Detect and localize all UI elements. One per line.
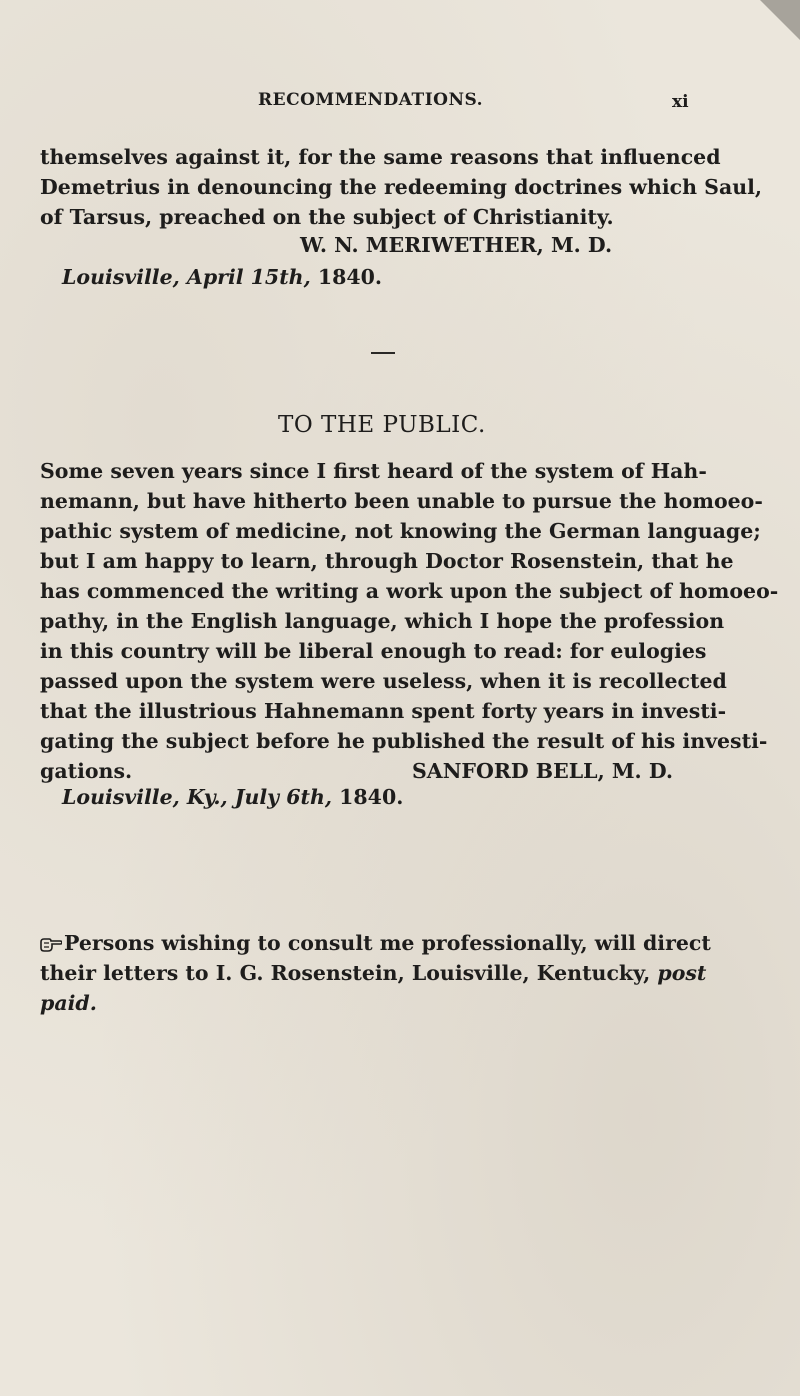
running-head (0, 84, 800, 114)
letter2-dateline (62, 782, 403, 812)
letter2-last-line: gations. (40, 759, 133, 783)
page-number: xi (672, 92, 689, 112)
letter2-line-9: that the illustrious Hahnemann spent forty years in investi- (40, 699, 727, 723)
letter2-place: Louisville, Ky., July (62, 785, 280, 809)
pointing-hand-icon (40, 938, 62, 952)
letter2-line-3: pathic system of medicine, not knowing the German language; (40, 519, 761, 543)
notice-line-2 (40, 958, 705, 988)
letter1-line-1: themselves against it, for the same reasons that influenced (40, 145, 721, 169)
notice-post: post (657, 961, 707, 985)
notice-line-1 (40, 928, 711, 958)
letter2-year: 1840. (339, 785, 404, 809)
letter2-line-7: in this country will be liberal enough to read: for eulogies (40, 639, 707, 663)
public-heading: TO THE PUBLIC. (278, 412, 486, 438)
letter2-line-2: nemann, but have hitherto been unable to pursue the homoeo- (40, 489, 763, 513)
letter1-year: 1840. (317, 265, 383, 289)
letter2-line-5: has commenced the writing a work upon the subject of homoeo- (40, 579, 779, 603)
letter2-line-10: gating the subject before he published the result of his investi- (40, 729, 768, 753)
letter1-dateline (62, 262, 382, 292)
letter2-line-1: Some seven years since I first heard of the system of Hah- (40, 459, 707, 483)
letter1-line-3: of Tarsus, preached on the subject of Christianity. (40, 205, 614, 229)
letter2-line-4: but I am happy to learn, through Doctor Rosenstein, that he (40, 549, 734, 573)
letter2-signature: SANFORD BELL, M. D. (411, 759, 673, 783)
letter1-signature: W. N. MERIWETHER, M. D. (300, 233, 613, 257)
letter1-line-2: Demetrius in denouncing the redeeming doctrines which Saul, (40, 175, 763, 199)
notice-text-1: Persons wishing to consult me professionally, will direct (64, 931, 711, 955)
notice-paid: paid. (40, 991, 97, 1015)
running-title: RECOMMENDATIONS. (258, 90, 484, 110)
section-divider (371, 352, 395, 354)
letter2-line-8: passed upon the system were useless, when it is recollected (40, 669, 727, 693)
notice-line-3 (40, 988, 705, 1018)
letter2-line-6: pathy, in the English language, which I hope the profession (40, 609, 725, 633)
letter1-place: Louisville, April (62, 265, 244, 289)
page-corner (760, 0, 800, 40)
letter2-day: 6th, (286, 785, 333, 809)
letter1-day: 15th, (250, 265, 311, 289)
notice-text-2: their letters to I. G. Rosenstein, Louisville, Kentucky, (40, 961, 651, 985)
